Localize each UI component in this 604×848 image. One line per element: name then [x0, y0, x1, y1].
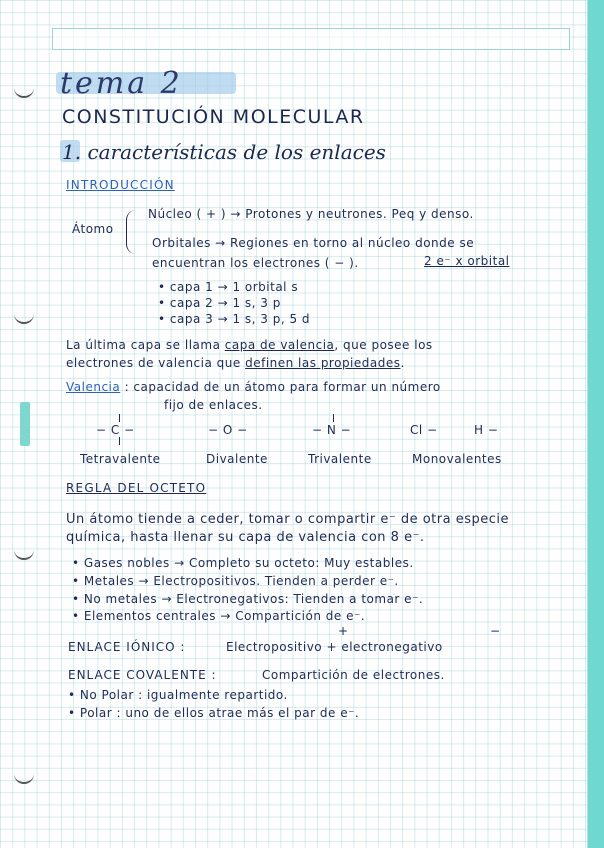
octeto-bullet-3: • No metales → Electronegativos: Tienden a tomar e⁻. [72, 592, 424, 606]
valencia-def-1 [66, 380, 441, 394]
octeto-line-1: Un átomo tiende a ceder, tomar o compartir e⁻ de otra especie [66, 512, 509, 527]
text-span: : capacidad de un átomo para formar un número [124, 380, 441, 394]
brace [126, 210, 143, 254]
binder-ring [14, 86, 34, 98]
octeto-bullet-4: • Elementos centrales → Compartición de e⁻. [72, 609, 366, 623]
oxygen-bond: − O − [208, 423, 248, 437]
monovalentes-label: Monovalentes [412, 452, 502, 466]
orbitales-line-1: Orbitales → Regiones en torno al núcleo donde se [152, 236, 475, 250]
binder-ring [14, 548, 34, 560]
header-box [52, 28, 570, 50]
atomo-label: Átomo [72, 222, 114, 236]
ionico-text: Electropositivo + electronegativo [226, 640, 443, 654]
trivalente-label: Trivalente [308, 452, 372, 466]
page-tab [20, 402, 30, 446]
capa-1: • capa 1 → 1 orbital s [158, 280, 299, 294]
octeto-bullet-2: • Metales → Electropositivos. Tienden a perder e⁻. [72, 574, 399, 588]
covalente-text: Compartición de electrones. [262, 668, 445, 682]
octeto-heading: REGLA DEL OCTETO [66, 481, 207, 495]
nitrogen-bond: − N − [312, 423, 352, 437]
octeto-line-2: química, hasta llenar su capa de valencia con 8 e⁻. [66, 530, 425, 545]
bond-line [119, 437, 120, 445]
ionico-label: ENLACE IÓNICO : [68, 640, 186, 654]
intro-heading: INTRODUCCIÓN [66, 178, 175, 192]
text-span: , que posee los [334, 338, 433, 352]
tetravalente-label: Tetravalente [80, 452, 161, 466]
text-span: La última capa se llama [66, 338, 221, 352]
valencia-term: Valencia [66, 380, 121, 394]
orbitales-line-2: encuentran los electrones ( − ). [152, 256, 359, 270]
valencia-text-2 [66, 356, 405, 370]
bond-line [333, 414, 334, 422]
binder-ring [14, 772, 34, 784]
valencia-text-1 [66, 338, 433, 352]
capa-2: • capa 2 → 1 s, 3 p [158, 296, 281, 310]
text-span: electrones de valencia que [66, 356, 241, 370]
plus-sign: + [338, 624, 349, 638]
text-span: . [400, 356, 405, 370]
divalente-label: Divalente [206, 452, 268, 466]
binder-ring [14, 312, 34, 324]
orbital-note: 2 e⁻ x orbital [424, 254, 510, 268]
carbon-bond: − C − [96, 423, 135, 437]
tema-title: tema 2 [60, 66, 183, 101]
minus-sign: − [490, 624, 501, 638]
octeto-bullet-1: • Gases nobles → Completo su octeto: Muy estables. [72, 556, 414, 570]
hydrogen-bond: H − [474, 423, 499, 437]
page-edge-strip [588, 0, 604, 848]
propiedades-term: definen las propiedades [245, 356, 401, 370]
valencia-def-2: fijo de enlaces. [164, 398, 263, 412]
polar-bullet: • Polar : uno de ellos atrae más el par de e⁻. [68, 706, 360, 720]
bond-line [119, 414, 120, 422]
covalente-label: ENLACE COVALENTE : [68, 668, 217, 682]
capa-3: • capa 3 → 1 s, 3 p, 5 d [158, 312, 311, 326]
nucleo-line: Núcleo ( + ) → Protones y neutrones. Peq y denso. [148, 207, 474, 221]
capa-valencia-term: capa de valencia [224, 338, 335, 352]
chlorine-bond: Cl − [410, 423, 438, 437]
page-title: CONSTITUCIÓN MOLECULAR [62, 106, 365, 128]
section-title: 1. características de los enlaces [62, 140, 386, 164]
no-polar-bullet: • No Polar : igualmente repartido. [68, 688, 288, 702]
